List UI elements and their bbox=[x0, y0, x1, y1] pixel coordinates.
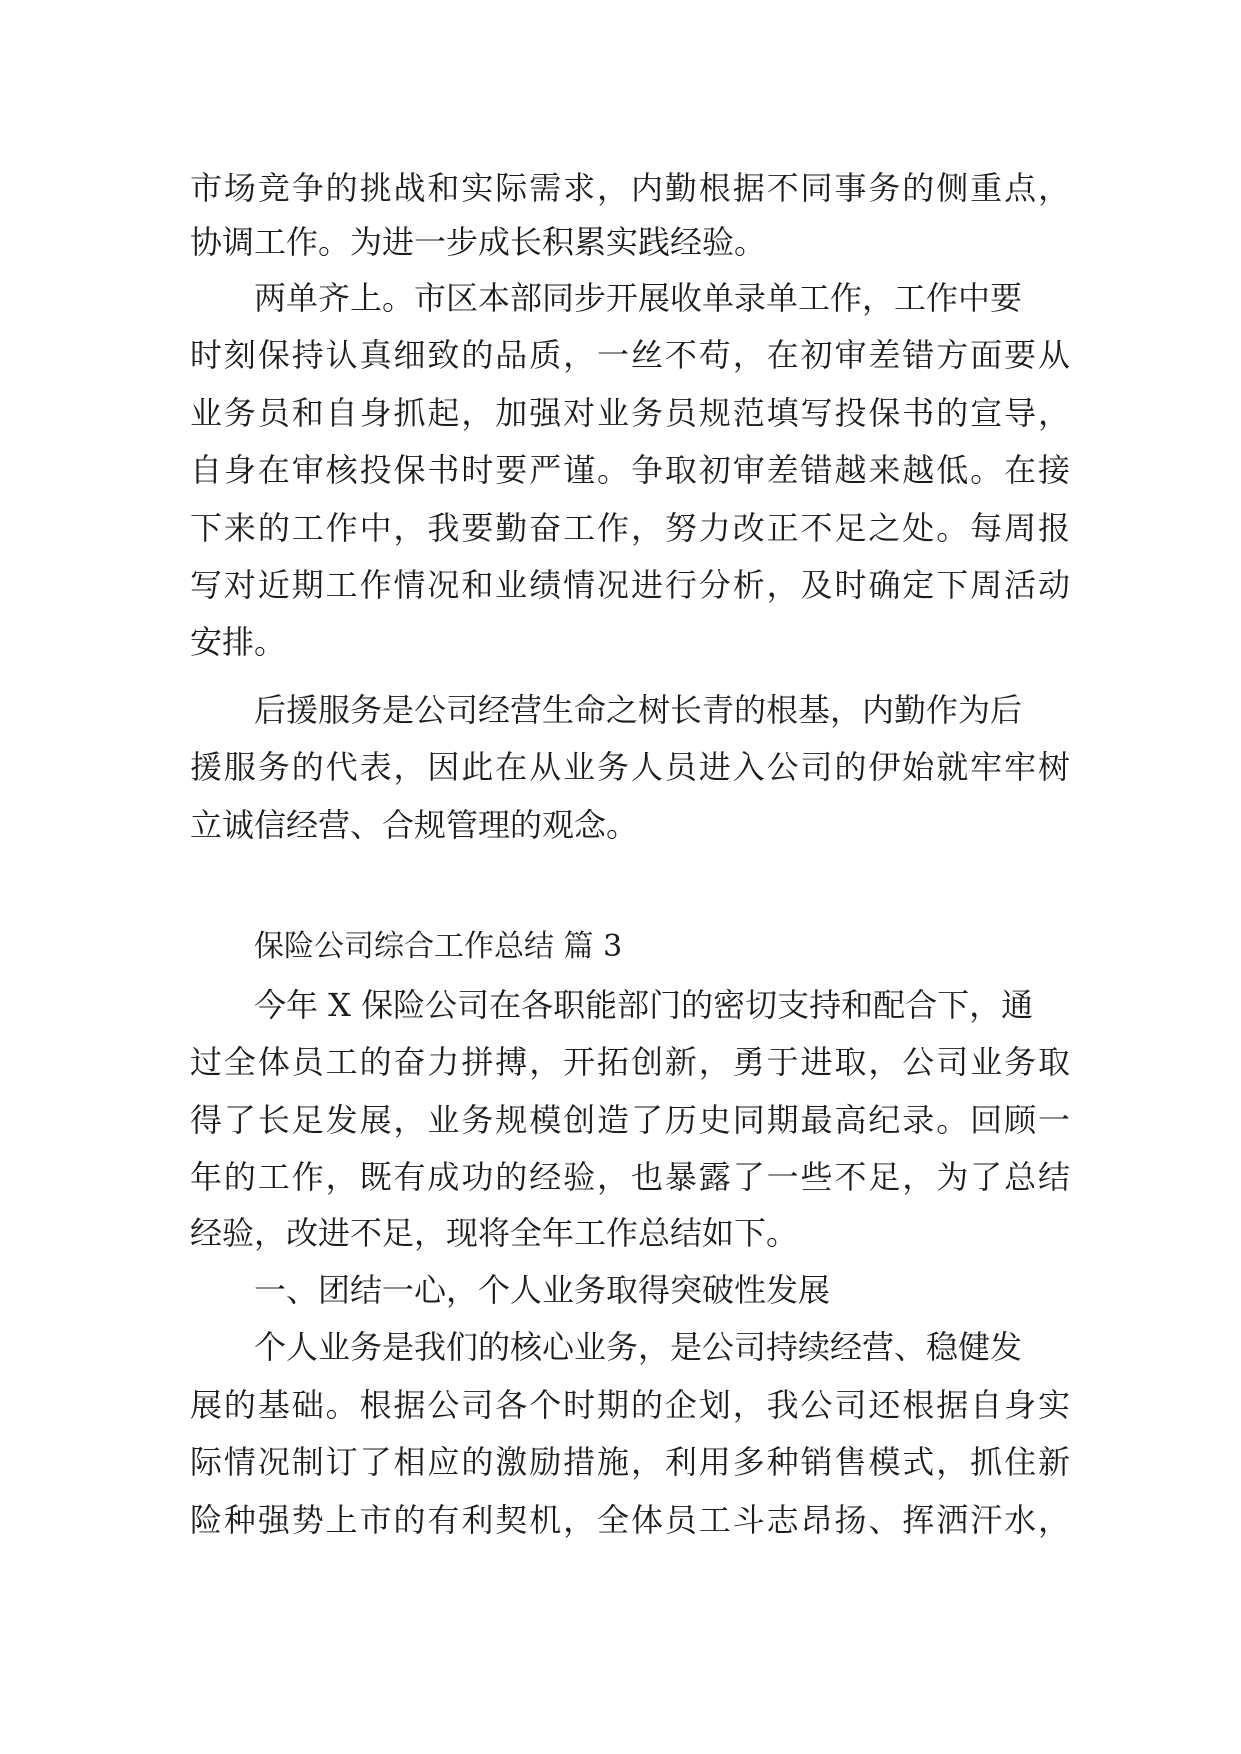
text-line: 经验，改进不足，现将全年工作总结如下。 bbox=[190, 1214, 799, 1252]
text-line: 下来的工作中，我要勤奋工作，努力改正不足之处。每周报 bbox=[190, 509, 1070, 547]
paragraph-first-line: 后援服务是公司经营生命之树长青的根基，内勤作为后 bbox=[254, 691, 1023, 729]
text-line: 立诚信经营、合规管理的观念。 bbox=[190, 806, 639, 844]
text-line: 援服务的代表，因此在从业务人员进入公司的伊始就牢牢树 bbox=[190, 748, 1070, 786]
text-line: 自身在审核投保书时要严谨。争取初审差错越来越低。在接 bbox=[190, 451, 1070, 489]
text-line: 写对近期工作情况和业绩情况进行分析，及时确定下周活动 bbox=[190, 566, 1070, 604]
paragraph-first-line: 今年 X 保险公司在各职能部门的密切支持和配合下，通 bbox=[254, 986, 1034, 1024]
text-line: 时刻保持认真细致的品质，一丝不苟，在初审差错方面要从 bbox=[190, 336, 1070, 374]
paragraph-first-line: 两单齐上。市区本部同步开展收单录单工作，工作中要 bbox=[254, 279, 1023, 317]
text-line: 际情况制订了相应的激励措施，利用多种销售模式，抓住新 bbox=[190, 1443, 1070, 1481]
section-heading: 保险公司综合工作总结 篇 3 bbox=[254, 929, 623, 964]
text-line: 险种强势上市的有利契机，全体员工斗志昂扬、挥洒汗水， bbox=[190, 1501, 1070, 1539]
text-line: 过全体员工的奋力拼搏，开拓创新，勇于进取，公司业务取 bbox=[190, 1043, 1070, 1081]
text-line: 协调工作。为进一步成长积累实践经验。 bbox=[190, 223, 767, 261]
text-line: 市场竞争的挑战和实际需求，内勤根据不同事务的侧重点， bbox=[190, 169, 1070, 207]
text-line: 得了长足发展，业务规模创造了历史同期最高纪录。回顾一 bbox=[190, 1101, 1070, 1139]
text-line: 安排。 bbox=[190, 623, 287, 661]
text-line: 展的基础。根据公司各个时期的企划，我公司还根据自身实 bbox=[190, 1386, 1070, 1424]
paragraph-first-line: 个人业务是我们的核心业务，是公司持续经营、稳健发 bbox=[254, 1328, 1023, 1366]
text-line: 业务员和自身抓起，加强对业务员规范填写投保书的宣导， bbox=[190, 394, 1070, 432]
text-line: 年的工作，既有成功的经验，也暴露了一些不足，为了总结 bbox=[190, 1158, 1070, 1196]
subheading: 一、团结一心，个人业务取得突破性发展 bbox=[254, 1271, 831, 1309]
